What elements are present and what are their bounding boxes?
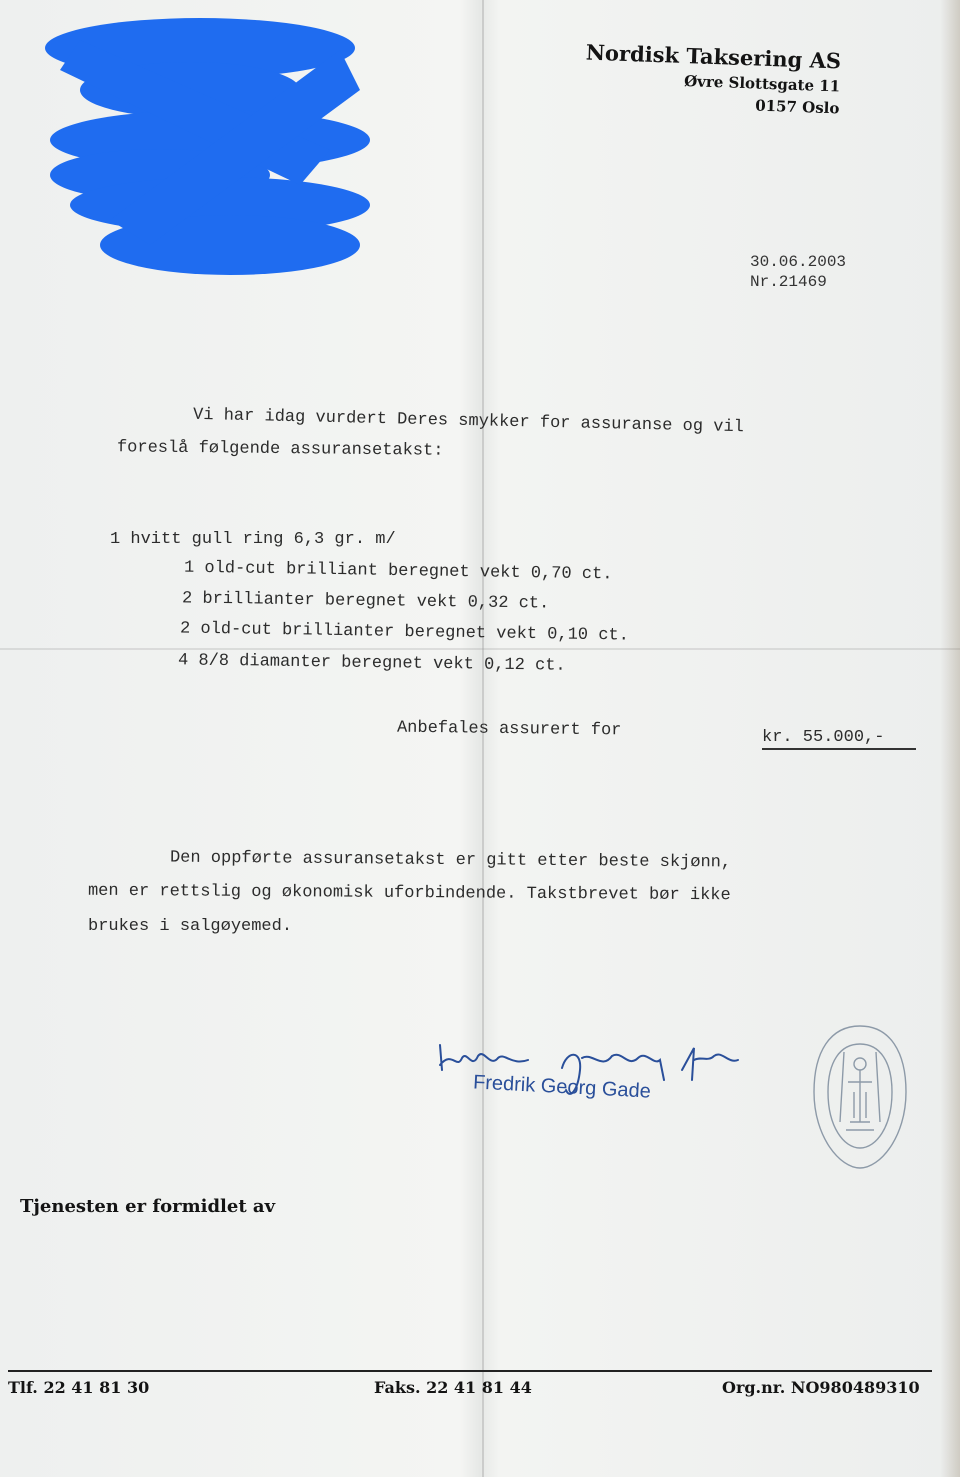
footer-org-number: Org.nr. NO980489310 <box>722 1378 920 1397</box>
signatory-name: Fredrik Georg Gade <box>472 1071 652 1103</box>
company-street: Øvre Slottsgate 11 <box>683 72 841 96</box>
disclaimer-line-1: Den oppførte assuransetakst er gitt etter beste skjønn, <box>169 848 732 873</box>
paper-edge-shadow <box>940 0 960 1477</box>
amount-underline <box>762 748 916 750</box>
insured-amount: kr. 55.000,- <box>762 728 885 747</box>
item-line: 1 old-cut brilliant beregnet vekt 0,70 ct. <box>183 558 613 585</box>
company-city: 0157 Oslo <box>754 96 840 118</box>
letter-number: Nr.21469 <box>750 273 827 291</box>
intro-line-1: Vi har idag vurdert Deres smykker for assuranse og vil <box>192 405 745 438</box>
company-letterhead <box>584 40 842 118</box>
disclaimer-line-3: brukes i salgøyemed. <box>88 917 293 936</box>
footer-phone: Tlf. 22 41 81 30 <box>8 1378 150 1397</box>
membership-seal-icon <box>810 1022 910 1172</box>
redaction-scribble <box>40 10 370 285</box>
footer-rule <box>8 1370 932 1372</box>
item-line: 4 8/8 diamanter beregnet vekt 0,12 ct. <box>177 651 566 676</box>
footer-fax: Faks. 22 41 81 44 <box>374 1378 532 1397</box>
paper-fold-horizontal <box>0 648 960 650</box>
item-line: 2 old-cut brillianter beregnet vekt 0,10 ct. <box>179 619 629 646</box>
letter-date: 30.06.2003 <box>750 253 847 271</box>
intro-line-2: foreslå følgende assuransetakst: <box>116 438 444 461</box>
company-name: Nordisk Taksering AS <box>585 39 842 74</box>
recommend-label: Anbefales assurert for <box>396 718 622 741</box>
item-line: 2 brillianter beregnet vekt 0,32 ct. <box>181 589 550 614</box>
disclaimer-line-2: men er rettslig og økonomisk uforbindende. Takstbrevet bør ikke <box>87 881 731 906</box>
letter-meta <box>750 252 846 292</box>
service-note: Tjenesten er formidlet av <box>20 1196 276 1217</box>
item-main: 1 hvitt gull ring 6,3 gr. m/ <box>110 530 396 549</box>
